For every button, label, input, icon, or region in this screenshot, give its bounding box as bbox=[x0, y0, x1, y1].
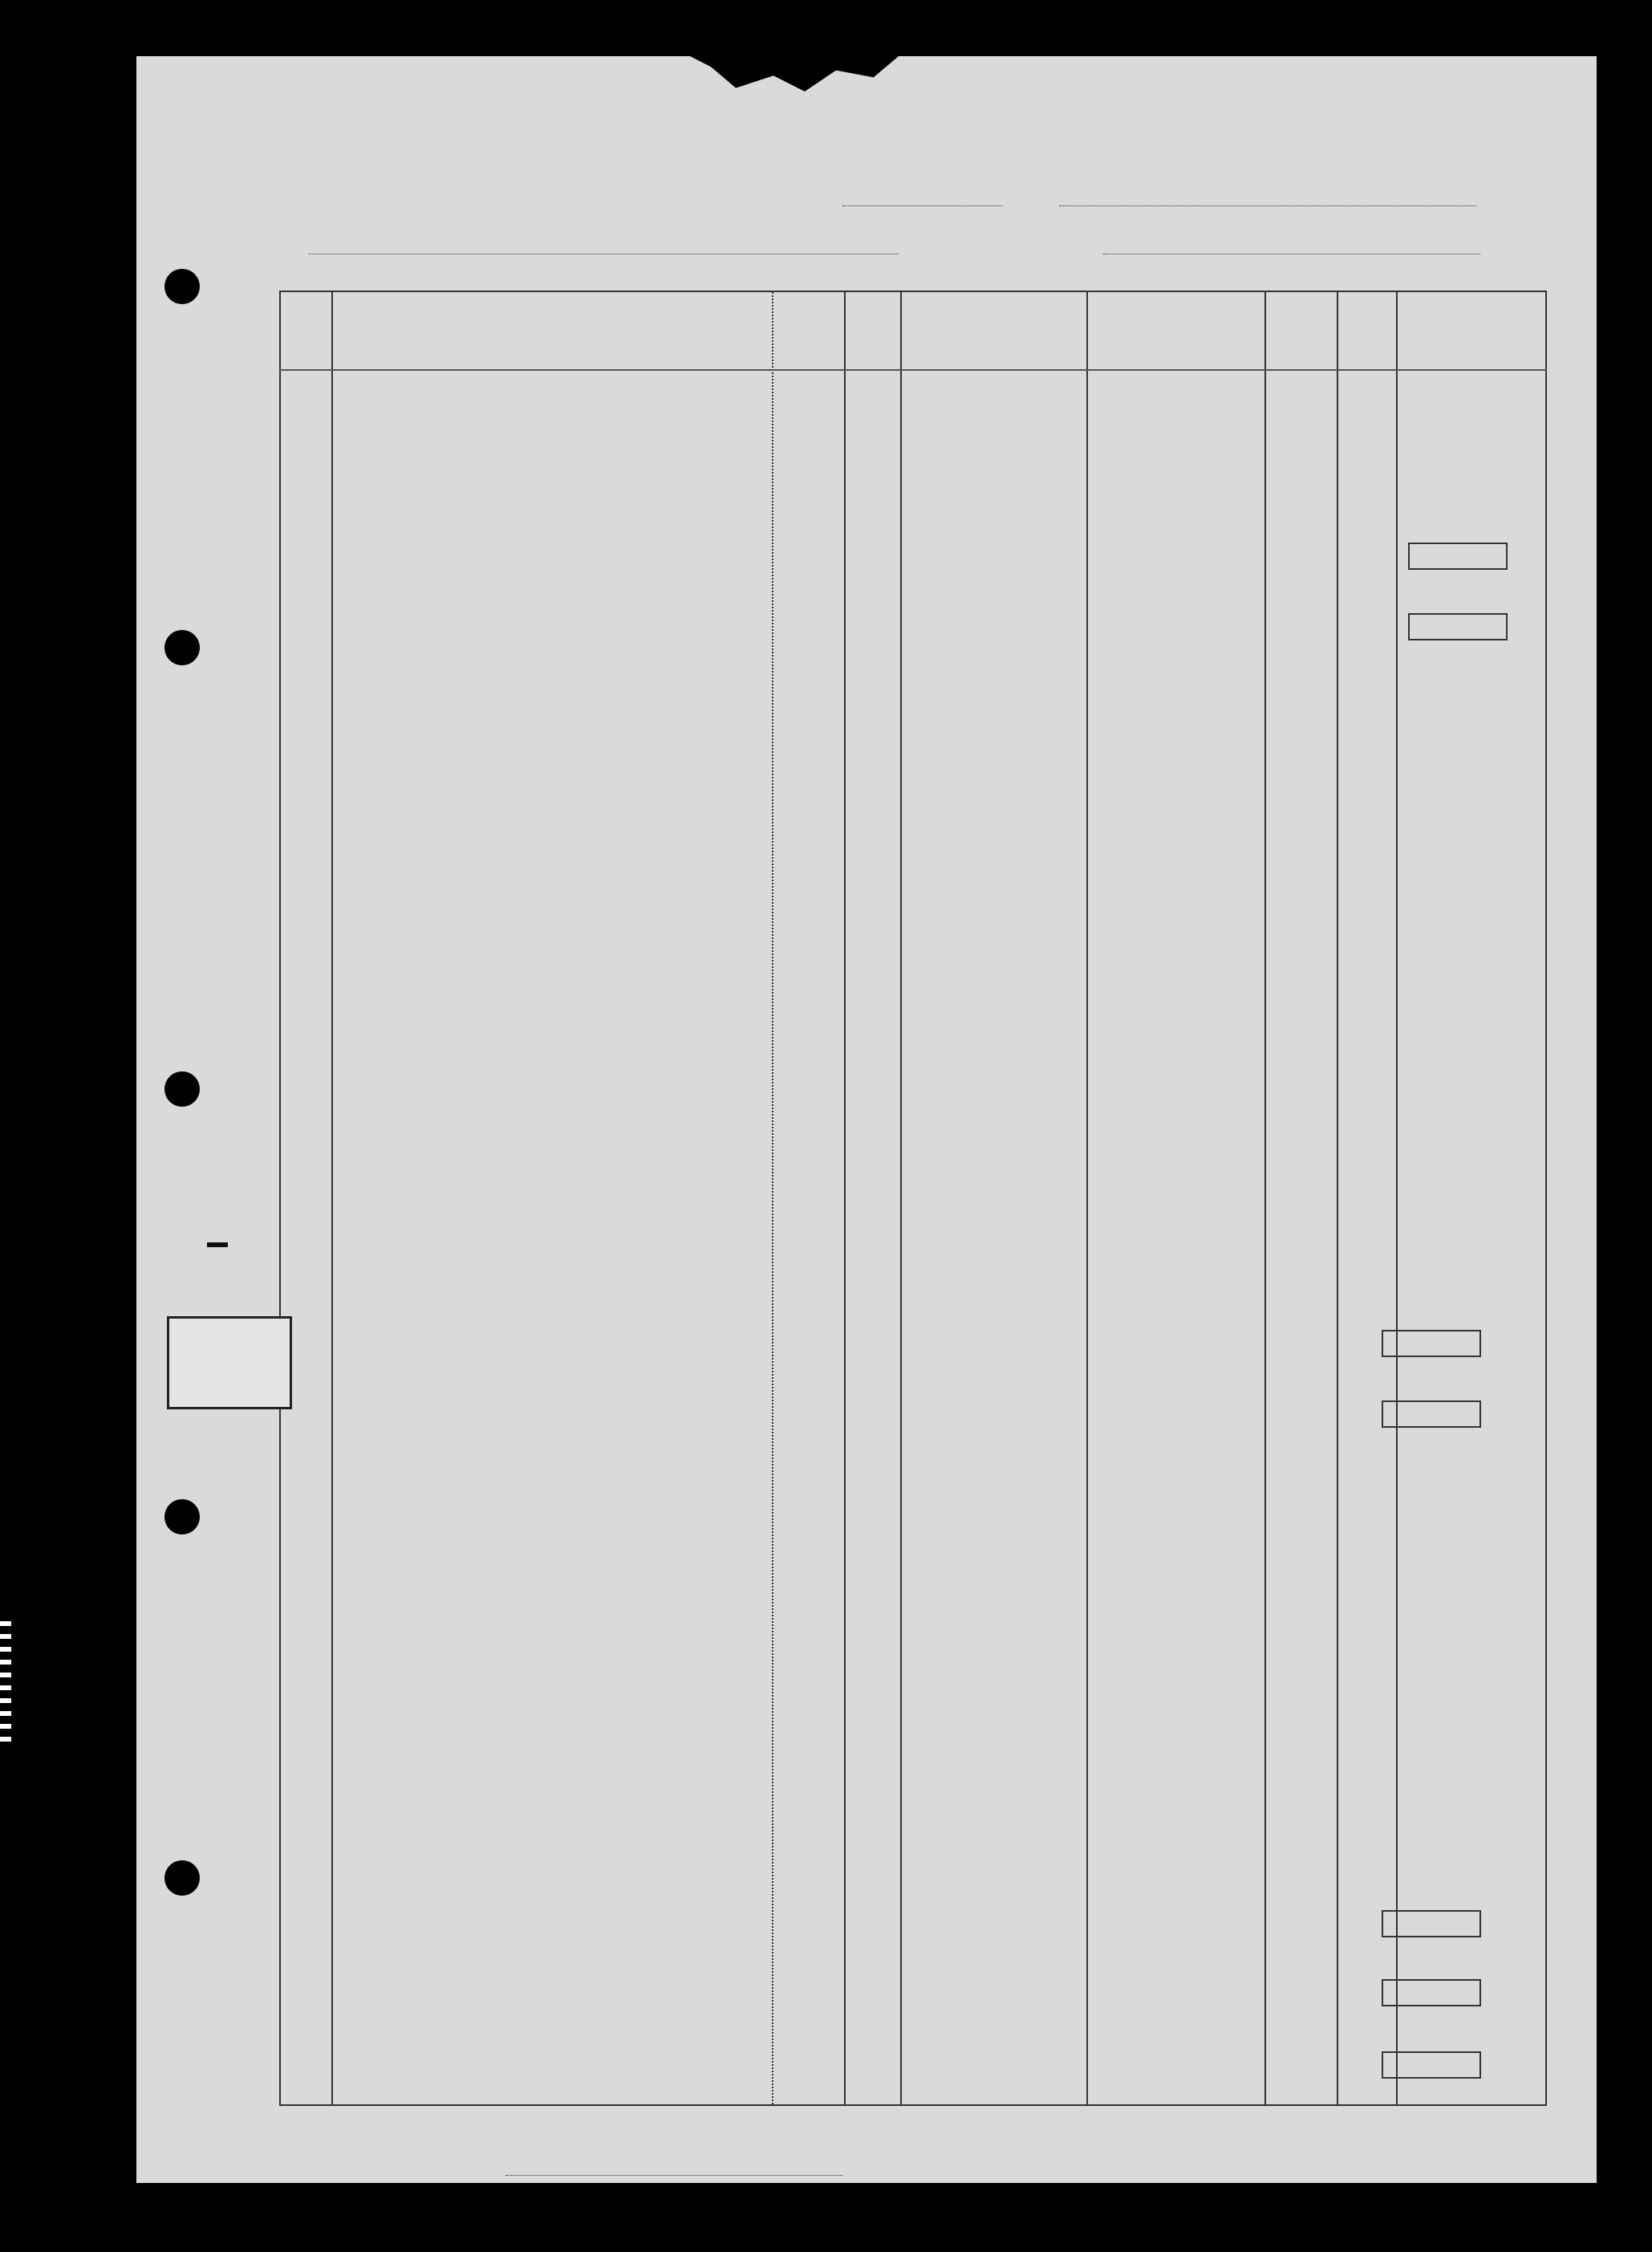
us-cit-stamp bbox=[1382, 2051, 1481, 2079]
scan-edge bbox=[0, 1621, 11, 1750]
class-line bbox=[842, 205, 1003, 206]
col-divider bbox=[1337, 292, 1338, 2104]
header-rule bbox=[279, 369, 1547, 371]
mark-dash bbox=[207, 1242, 228, 1247]
from-line bbox=[1059, 205, 1476, 206]
manifest-table bbox=[279, 291, 1547, 2106]
us-cit-stamp bbox=[1382, 1330, 1481, 1357]
tally-total bbox=[169, 1373, 290, 1400]
us-cit-stamp bbox=[1408, 613, 1508, 640]
col-divider bbox=[331, 292, 333, 2104]
punch-hole bbox=[164, 630, 200, 665]
tally-usc bbox=[169, 1319, 290, 1346]
col-divider bbox=[772, 292, 773, 2104]
col-divider bbox=[1264, 292, 1266, 2104]
col-divider bbox=[900, 292, 902, 2104]
torn-edge bbox=[690, 56, 899, 91]
col-divider bbox=[844, 292, 846, 2104]
col-divider bbox=[1086, 292, 1088, 2104]
us-cit-stamp bbox=[1408, 543, 1508, 570]
us-cit-stamp bbox=[1382, 1979, 1481, 2006]
punch-hole bbox=[164, 269, 200, 304]
punch-hole bbox=[164, 1860, 200, 1896]
us-cit-stamp bbox=[1382, 1400, 1481, 1428]
punch-hole bbox=[164, 1499, 200, 1535]
tally-box bbox=[167, 1316, 292, 1409]
signature-line bbox=[505, 2175, 842, 2176]
tally-aliens bbox=[169, 1346, 290, 1373]
punch-hole bbox=[164, 1071, 200, 1107]
us-cit-stamp bbox=[1382, 1910, 1481, 1937]
col-divider bbox=[1396, 292, 1398, 2104]
